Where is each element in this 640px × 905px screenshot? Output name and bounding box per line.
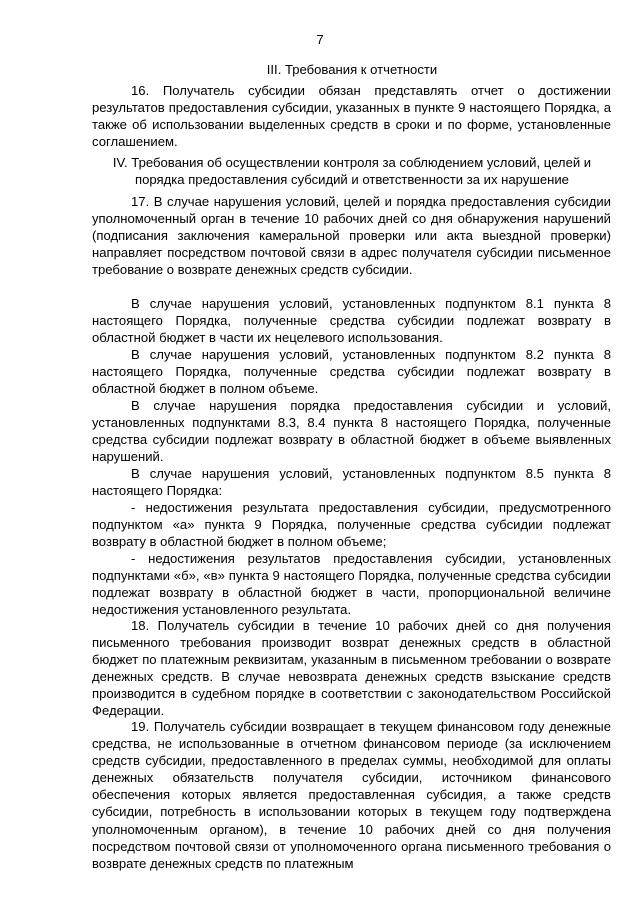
section-4-heading-line-2: порядка предоставления субсидий и ответственности за их нарушение <box>135 172 569 188</box>
paragraph-17-case-8-5-item-b: - недостижения результатов предоставления субсидии, установленных подпунктами «б», «в» пункта 9 настоящего Порядка, полученные средства субсидии подлежат возврату в областной бюджет в части, пропорциональной величине недостижения установленного результата. <box>92 551 611 618</box>
paragraph-19: 19. Получатель субсидии возвращает в текущем финансовом году денежные средства, не использованные в отчетном финансовом периоде (за исключением средств субсидии, предоставленного в пределах суммы, необходимой для оплаты денежных обязательств получателя субсидии, источником финансового обеспечения которых является предоставленная субсидия, а также средств субсидии, потребность в использовании которых в текущем году подтверждена уполномоченным органом), в течение 10 рабочих дней со дня получения посредством почтовой связи от уполномоченного органа письменного требования о возврате денежных средств по платежным <box>92 719 611 871</box>
section-3-heading: III. Требования к отчетности <box>266 62 438 77</box>
paragraph-17-case-8-5-item-a: - недостижения результата предоставления субсидии, предусмотренного подпунктом «а» пункта 9 Порядка, полученные средства субсидии подлежат возврату в областной бюджет в полном объеме; <box>92 500 611 550</box>
paragraph-17-case-8-2: В случае нарушения условий, установленных подпунктом 8.2 пункта 8 настоящего Порядка, полученные средства субсидии подлежат возврату в областной бюджет в полном объеме. <box>92 347 611 397</box>
page-number: 7 <box>316 32 324 47</box>
section-4-heading-line-1: IV. Требования об осуществлении контроля за соблюдением условий, целей и <box>112 155 592 170</box>
paragraph-18: 18. Получатель субсидии в течение 10 рабочих дней со дня получения письменного требования производит возврат денежных средств в областной бюджет по платежным реквизитам, указанным в письменном требовании о возврате денежных средств. В случае невозврата денежных средств взыскание средств производится в судебном порядке в соответствии с законодательством Российской Федерации. <box>92 618 611 719</box>
section-4-heading <box>92 154 612 188</box>
paragraph-17: 17. В случае нарушения условий, целей и порядка предоставления субсидии уполномоченный орган в течение 10 рабочих дней со дня обнаружения нарушений (подписания заключения камеральной проверки или акта выездной проверки) направляет посредством почтовой связи в адрес получателя субсидии письменное требование о возврате денежных средств субсидии. <box>92 194 611 278</box>
paragraph-17-case-8-1: В случае нарушения условий, установленных подпунктом 8.1 пункта 8 настоящего Порядка, полученные средства субсидии подлежат возврату в областной бюджет в части их нецелевого использования. <box>92 296 611 346</box>
paragraph-17-case-8-3-8-4: В случае нарушения порядка предоставления субсидии и условий, установленных подпунктами 8.3, 8.4 пункта 8 настоящего Порядка, полученные средства субсидии подлежат возврату в областной бюджет в объеме выявленных нарушений. <box>92 398 611 465</box>
paragraph-17-case-8-5: В случае нарушения условий, установленных подпунктом 8.5 пункта 8 настоящего Порядка: <box>92 466 611 499</box>
paragraph-16: 16. Получатель субсидии обязан представлять отчет о достижении результатов предоставления субсидии, указанных в пункте 9 настоящего Порядка, а также об использовании выделенных средств в сроки и по форме, установленные соглашением. <box>92 83 611 150</box>
